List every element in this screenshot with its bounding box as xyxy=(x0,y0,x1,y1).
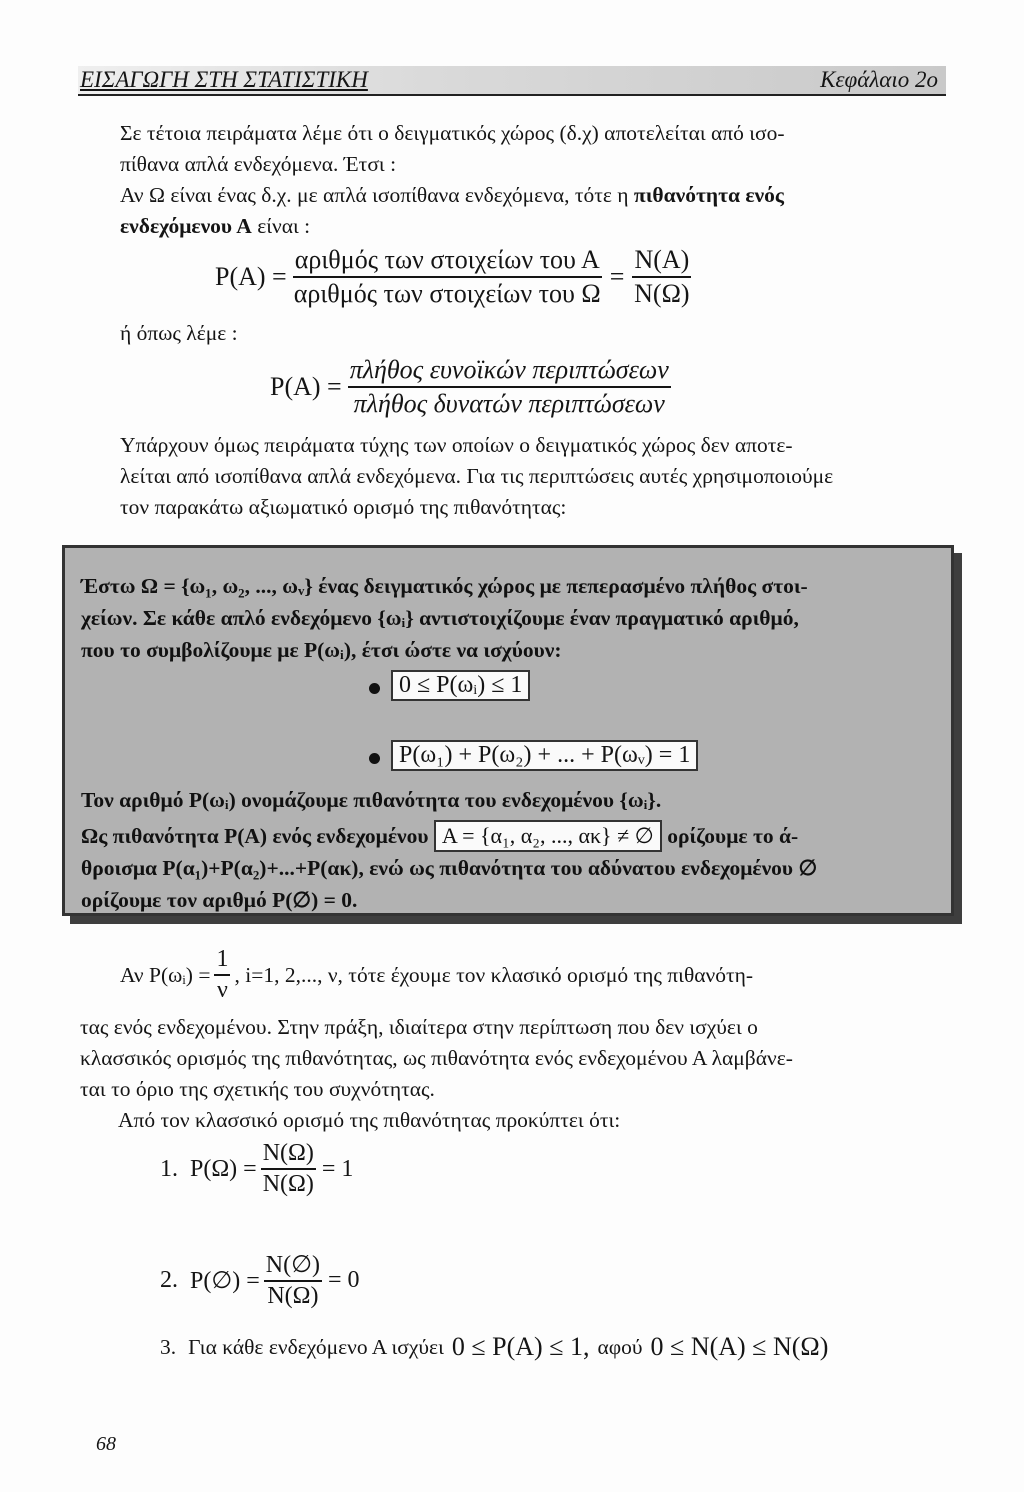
definition-text: Έστω Ω = {ω₁, ω₂, ..., ωᵥ} ένας δειγματικός χώρος με πεπερασμένο πλήθος στοι- χείων. Σε κάθε απλό ενδεχόμενο {ωᵢ} αντιστοιχίζουμε έναν πραγματικό αριθμό, που το συμβολίζουμε με P(ωᵢ), έτσι ώστε να ισχύουν: xyxy=(81,574,808,662)
bold-term: πιθανότητα xyxy=(353,788,460,812)
event-set-box: A = {α₁, α₂, ..., ακ} ≠ ∅ xyxy=(434,820,662,852)
classical-paragraph: τας ενός ενδεχομένου. Στην πράξη, ιδιαίτερα στην περίπτωση που δεν ισχύει ο κλασσικός ορισμός της πιθανότητας, ως πιθανότητα ενός ενδεχομένου Α λαμβάνε- ται το όριο της σχετικής του συχνότητας. Από τον κλασσικό ορισμό της πιθανότητας προκύπτει ότι: xyxy=(80,1015,793,1132)
page-number: 68 xyxy=(96,1433,116,1455)
header-chapter: Κεφάλαιο 2ο xyxy=(820,67,938,92)
result-1: 1. P(Ω) = $\frac{N(\Omega)}{N(\Omega)}$ = 1 xyxy=(160,1140,354,1197)
result-2: 2. P(∅) = $\frac{N(\emptyset)}{N(\Omega)}$ = 0 xyxy=(160,1252,360,1309)
result-3: 3. Για κάθε ενδεχόμενο Α ισχύει 0 ≤ P(A) ≤ 1, αφού 0 ≤ N(A) ≤ N(Ω) xyxy=(160,1332,829,1361)
fraction: $\frac{\text{πλήθος ευνοϊκών περιπτώσεων}}{\text{πλήθος δυνατών περιπτώσεων}}$ xyxy=(349,355,669,418)
fraction: $\frac{1}{\nu}$ xyxy=(216,946,229,1003)
axiom-range-box: 0 ≤ P(ωᵢ) ≤ 1 xyxy=(391,670,530,701)
axiomatic-definition-box xyxy=(62,545,954,916)
intro-line: ενδεχόμενου Α είναι : xyxy=(120,214,311,238)
intro-paragraph xyxy=(120,118,940,242)
axiomatic-intro-paragraph: Υπάρχουν όμως πειράματα τύχης των οποίων ο δειγματικός χώρος δεν αποτε- λείται από ισοπίθανα απλά ενδεχόμενα. Για τις περιπτώσεις αυτές χρησιμοποιούμε τον παρακάτω αξιωματικό ορισμό της πιθανότητας: xyxy=(120,433,834,519)
fraction: $\frac{N(\Omega)}{N(\Omega)}$ xyxy=(262,1140,314,1197)
intro-line: Σε τέτοια πειράματα λέμε ότι ο δειγματικός χώρος (δ.χ) αποτελείται από ισο- xyxy=(120,121,785,145)
fraction: $\frac{N(A)}{N(\Omega)}$ xyxy=(634,245,690,308)
bold-term: πιθανότητα ενός xyxy=(633,183,784,207)
intro-line: πίθανα απλά ενδεχόμενα. Έτσι : xyxy=(120,152,397,176)
running-header xyxy=(78,66,946,96)
fraction: $\frac{N(\emptyset)}{N(\Omega)}$ xyxy=(265,1252,321,1309)
bullet-icon xyxy=(369,683,380,694)
axiom-sum-box: P(ω₁) + P(ω₂) + ... + P(ωᵥ) = 1 xyxy=(391,740,698,771)
classical-definition-line: Αν P(ωᵢ) = $\frac{1}{\nu}$ , i=1, 2,..., ν, τότε έχουμε τον κλασικό ορισμό της πιθανότη- xyxy=(120,946,754,1003)
bold-term: ενδεχόμενου Α xyxy=(120,214,252,238)
as-we-say-text: ή όπως λέμε : xyxy=(120,321,238,345)
definition-text: Τον αριθμό P(ωᵢ) ονομάζουμε πιθανότητα του ενδεχομένου {ωᵢ}. xyxy=(81,788,662,812)
classic-probability-formula: P(A) = $\frac{\text{αριθμός των στοιχείων του Α}}{\text{αριθμός των στοιχείων του Ω}}$ = $\frac{N(A)}{N(\Omega)}$ xyxy=(215,245,690,308)
definition-text: Ως πιθανότητα P(A) ενός ενδεχομένου A = {α₁, α₂, ..., ακ} ≠ ∅ ορίζουμε το ά- θροισμα P(α₁)+P(α₂)+...+P(ακ), ενώ ως πιθανότητα του αδύνατου ενδεχομένου ∅ ορίζουμε τον αριθμό P(∅) = 0. xyxy=(81,820,933,916)
bullet-icon xyxy=(369,753,380,764)
fraction: $\frac{\text{αριθμός των στοιχείων του Α}}{\text{αριθμός των στοιχείων του Ω}}$ xyxy=(293,245,601,308)
favourable-cases-formula: P(A) = $\frac{\text{πλήθος ευνοϊκών περιπτώσεων}}{\text{πλήθος δυνατών περιπτώσεων}}$ xyxy=(270,355,669,418)
intro-line: Αν Ω είναι ένας δ.χ. με απλά ισοπίθανα ενδεχόμενα, τότε η πιθανότητα ενός xyxy=(120,183,784,207)
header-title: ΕΙΣΑΓΩΓΗ ΣΤΗ ΣΤΑΤΙΣΤΙΚΗ xyxy=(80,67,368,92)
